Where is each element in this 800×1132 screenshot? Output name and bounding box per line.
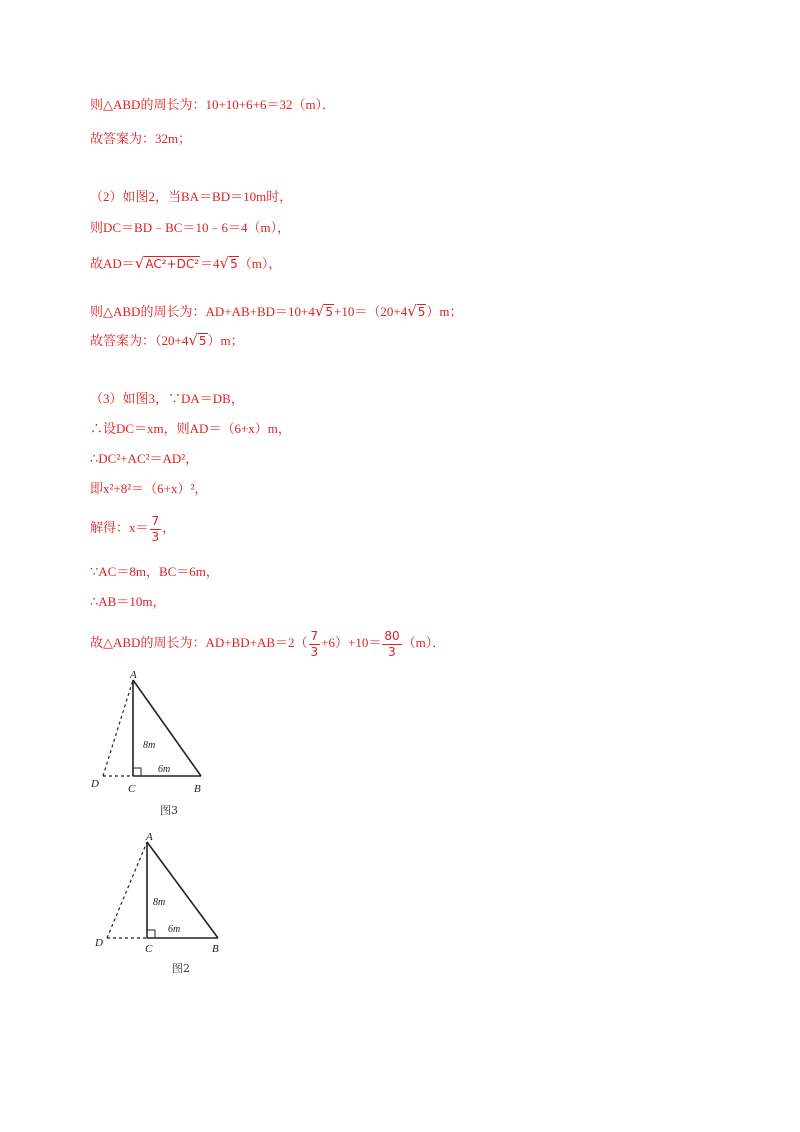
label-b: B xyxy=(194,783,201,795)
line-given: ∵AC＝8m，BC＝6m， xyxy=(90,564,219,579)
segment-ad-dashed xyxy=(103,680,133,776)
radical-sign: √ xyxy=(314,302,325,320)
sqrt-5 xyxy=(220,254,239,273)
label-b: B xyxy=(212,943,219,955)
sqrt-expression xyxy=(135,254,200,273)
label-c: C xyxy=(128,783,136,795)
segment-ab xyxy=(147,842,218,938)
line-pythagoras: ∴DC²+AC²＝AD²， xyxy=(90,451,199,466)
figure-2 xyxy=(88,828,238,983)
text-part: （m）． xyxy=(402,635,446,650)
line-perimeter-1: 则△ABD的周长为：10+10+6+6＝32（m）． xyxy=(90,97,336,112)
text-part: +6）+10＝ xyxy=(321,635,382,650)
text-part: 解得：x＝ xyxy=(90,520,149,535)
figure-3 xyxy=(88,668,228,823)
triangle-diagram-2 xyxy=(88,828,238,983)
denominator: 3 xyxy=(151,529,160,544)
numerator: 7 xyxy=(151,513,160,528)
text-part: ）m； xyxy=(426,304,463,319)
sqrt-5 xyxy=(407,302,426,321)
figure-2-caption: 图2 xyxy=(172,962,190,975)
label-d: D xyxy=(95,937,103,949)
radicand: 5 xyxy=(198,334,207,348)
line-dc-calc: 则DC＝BD﹣BC＝10﹣6＝4（m）， xyxy=(90,220,291,235)
radical-sign: √ xyxy=(219,254,230,272)
text-part: 则△ABD的周长为：AD+AB+BD＝10+4 xyxy=(90,304,315,319)
line-ad-calc xyxy=(90,254,281,273)
radicand: AC²+DC² xyxy=(145,257,200,271)
label-d: D xyxy=(91,778,99,790)
sqrt-5 xyxy=(315,302,334,321)
radicand: 5 xyxy=(417,305,426,319)
line-perimeter-2 xyxy=(90,302,463,321)
numerator: 7 xyxy=(310,628,319,643)
right-angle-mark xyxy=(133,768,141,776)
line-equation: 即x²+8²＝（6+x）²， xyxy=(90,481,208,496)
triangle-diagram-3 xyxy=(88,668,228,823)
radicand: 5 xyxy=(325,305,334,319)
sqrt-5 xyxy=(188,331,207,350)
label-ac-length: 8m xyxy=(153,897,166,908)
line-let-dc: ∴设DC＝xm，则AD＝（6+x）m， xyxy=(90,421,291,436)
denominator: 3 xyxy=(310,644,319,659)
line-answer-2 xyxy=(90,331,244,350)
segment-ad-dashed xyxy=(107,842,147,938)
radicand: 5 xyxy=(230,257,238,271)
fraction-80-3 xyxy=(382,629,401,660)
radical-sign: √ xyxy=(407,302,417,320)
right-angle-mark xyxy=(147,930,155,938)
radical-sign: √ xyxy=(134,254,145,272)
label-c: C xyxy=(145,943,153,955)
unit: （m）， xyxy=(238,256,282,271)
segment-ab xyxy=(133,680,201,776)
line-solution-x xyxy=(90,513,175,545)
line-part2-heading: （2）如图2，当BA＝BD＝10m时， xyxy=(90,189,293,204)
figure-3-caption: 图3 xyxy=(160,804,178,817)
label-cb-length: 6m xyxy=(168,924,181,935)
fraction-7-3 xyxy=(309,629,321,660)
label-cb-length: 6m xyxy=(158,764,171,775)
fraction-7-3 xyxy=(150,514,162,545)
text-part: ， xyxy=(162,520,176,535)
text-part: 故答案为：（20+4 xyxy=(90,333,189,348)
line-answer-1: 故答案为：32m； xyxy=(90,131,192,146)
label-a: A xyxy=(146,831,153,843)
label-ac-length: 8m xyxy=(143,740,156,751)
numerator: 80 xyxy=(384,628,400,643)
ad-prefix: 故AD＝ xyxy=(90,256,135,271)
text-part: +10＝（20+4 xyxy=(334,304,408,319)
radical-sign: √ xyxy=(188,331,198,349)
text-part: ）m； xyxy=(207,333,244,348)
line-ab: ∴AB＝10m， xyxy=(90,594,166,609)
text-part: 故△ABD的周长为：AD+BD+AB＝2（ xyxy=(90,635,308,650)
denominator: 3 xyxy=(388,644,396,659)
line-part3-heading: （3）如图3，∵DA＝DB， xyxy=(90,391,244,406)
ad-equals: ＝4 xyxy=(200,256,220,271)
line-perimeter-3 xyxy=(90,624,445,662)
label-a: A xyxy=(130,669,137,681)
